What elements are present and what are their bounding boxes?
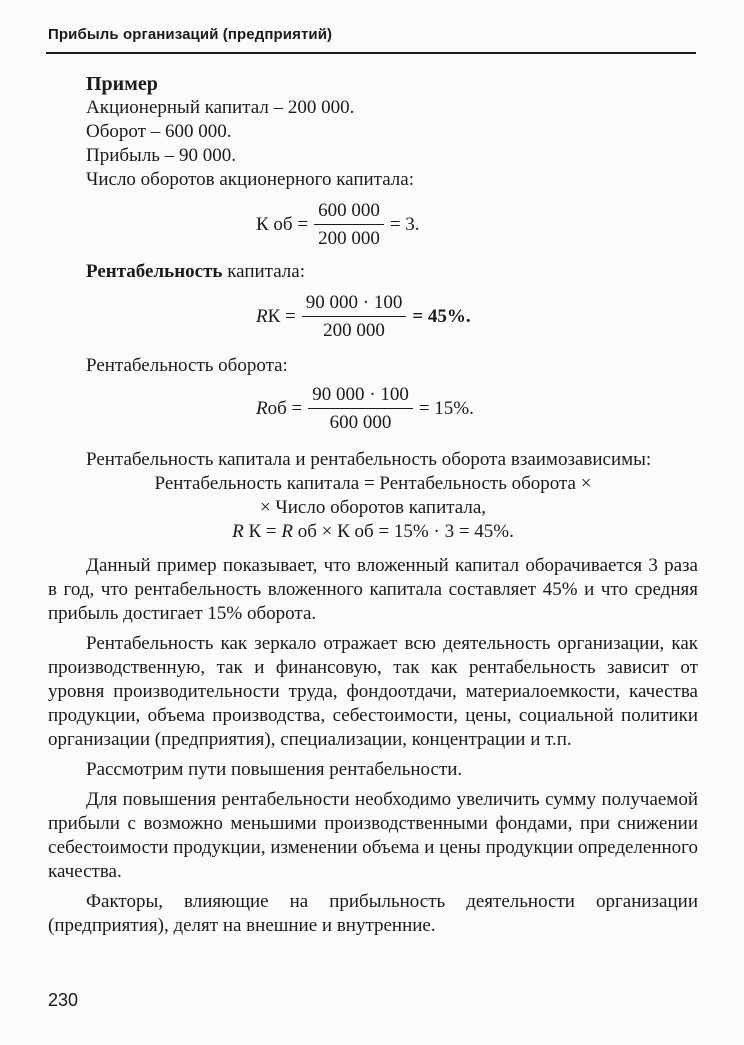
example-title: Пример bbox=[86, 73, 158, 95]
example-line: Акционерный капитал – 200 000. bbox=[86, 97, 355, 118]
page-body bbox=[48, 72, 698, 938]
formula-rhs: = 45%. bbox=[412, 306, 471, 327]
body-paragraph: Рентабельность как зеркало отражает всю деятельность организации, как производственную, так и финансовую, так как рентабельность зависит от уровня производительности труда, фондоотдачи, материалоемкости, качества продукции, объема производства, себестоимости, цены, социальной политики организации (предприятия), специализации, концентрации и т.п. bbox=[48, 633, 698, 750]
numerator: 90 000 · 100 bbox=[302, 292, 407, 317]
formula-lhs-italic: R bbox=[256, 398, 268, 419]
formula-turnover-profitability bbox=[256, 384, 698, 434]
denominator: 600 000 bbox=[329, 412, 392, 433]
capital-profitability-label: Рентабельность капитала: bbox=[86, 261, 305, 282]
body-paragraph: Для повышения рентабельности необходимо увеличить сумму получаемой прибыли с возможно меньшими производственными фондами, при снижении себестоимости продукции, изменении объема и цены продукции определенного качества. bbox=[48, 789, 698, 882]
fraction bbox=[302, 292, 407, 342]
example-block bbox=[86, 72, 698, 434]
formula-rhs: = 3. bbox=[389, 214, 420, 235]
formula-lhs: об = bbox=[267, 398, 303, 419]
body-paragraph: Факторы, влияющие на прибыльность деятельности организации (предприятия), делят на внешние и внутренние. bbox=[48, 891, 698, 936]
relation-eq-line1: Рентабельность капитала = Рентабельность оборота × bbox=[154, 473, 592, 494]
example-line: Оборот – 600 000. bbox=[86, 121, 232, 142]
example-line: Прибыль – 90 000. bbox=[86, 145, 236, 166]
relation-eq-line2: × Число оборотов капитала, bbox=[259, 497, 487, 518]
formula-lhs-italic: R bbox=[256, 306, 268, 327]
denominator: 200 000 bbox=[318, 228, 380, 249]
formula-turnover-count bbox=[256, 200, 698, 250]
numerator: 600 000 bbox=[314, 200, 384, 225]
formula-rhs: = 15%. bbox=[418, 398, 474, 419]
running-header: Прибыль организаций (предприятий) bbox=[48, 26, 333, 43]
denominator: 200 000 bbox=[323, 320, 385, 341]
fraction bbox=[308, 384, 413, 434]
fraction bbox=[314, 200, 384, 250]
example-line: Число оборотов акционерного капитала: bbox=[86, 169, 415, 190]
relation-eq-line3: R К = R об × К об = 15% · 3 = 45%. bbox=[232, 521, 514, 542]
formula-lhs: К об = bbox=[256, 214, 309, 235]
numerator: 90 000 · 100 bbox=[308, 384, 413, 409]
body-paragraph: Рассмотрим пути повышения рентабельности. bbox=[86, 759, 463, 780]
relation-intro: Рентабельность капитала и рентабельность оборота взаимозависимы: bbox=[86, 449, 652, 470]
turnover-profitability-label: Рентабельность оборота: bbox=[86, 355, 288, 376]
page-number: 230 bbox=[48, 990, 79, 1010]
body-paragraph: Данный пример показывает, что вложенный капитал оборачивается 3 раза в год, что рентабельность вложенного капитала составляет 45% и что средняя прибыль достигает 15% оборота. bbox=[48, 555, 698, 624]
header-rule bbox=[46, 52, 696, 54]
formula-lhs: К = bbox=[267, 306, 296, 327]
formula-capital-profitability bbox=[256, 292, 698, 342]
